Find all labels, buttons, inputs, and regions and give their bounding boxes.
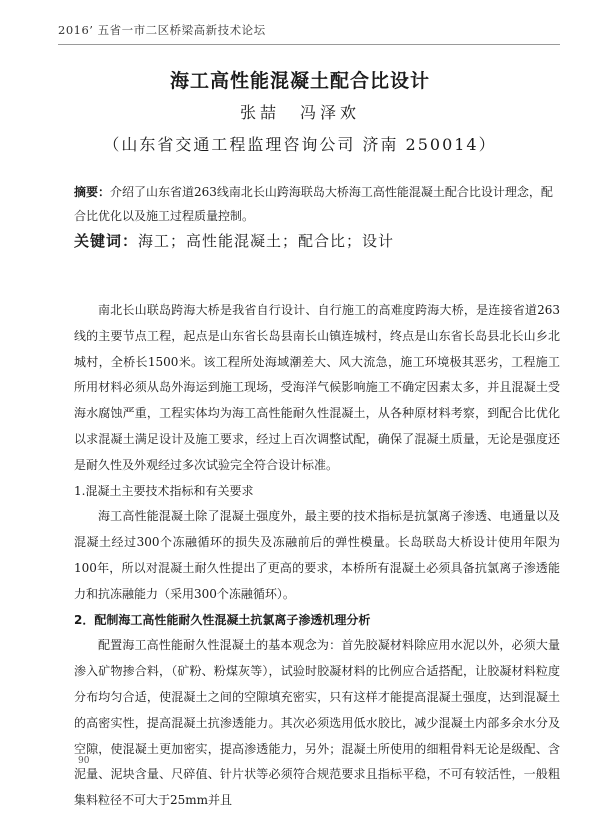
keywords-text: 海工；高性能混凝土；配合比；设计 — [138, 232, 395, 250]
abstract — [74, 180, 560, 228]
body-paragraph: 海工高性能混凝土除了混凝土强度外，最主要的技术指标是抗氯离子渗透、电通量以及混凝土经过300个冻融循环的损失及冻融前后的弹性模量。长岛联岛大桥设计使用年限为100年，所以对混凝土耐久性提出了更高的要求，本桥所有混凝土必须具备抗氯离子渗透能力和抗冻融能力（采用300个冻融循环）。 — [74, 509, 560, 601]
keywords — [74, 230, 560, 251]
article-authors: 张喆 冯泽欢 — [239, 103, 360, 122]
section-heading: 1.混凝土主要技术指标和有关要求 — [74, 483, 254, 498]
article-body — [74, 298, 560, 814]
body-paragraph: 配置海工高性能耐久性混凝土的基本观念为：首先胶凝材料除应用水泥以外，必须大量渗入矿物掺合料，（矿粉、粉煤灰等），试验时胶凝材料的比例应合适搭配，让胶凝材料粒度分布均匀合适，使混凝土之间的空隙填充密实，只有这样才能提高混凝土强度，达到混凝土的高密实性，提高混凝土抗渗透能力。其次必须选用低水胶比，减少混凝土内部多余水分及空隙，使混凝土更加密实，提高渗透能力，另外；混凝土所使用的细粗骨料无论是级配、含泥量、泥块含量、尺碎值、针片状等必须符合规范要求且指标平稳，不可有较活性，一般粗集料粒径不可大于25mm并且 — [74, 638, 560, 808]
section-heading: 2．配制海工高性能耐久性混凝土抗氯离子渗透机理分析 — [74, 612, 371, 627]
abstract-label: 摘要： — [74, 185, 111, 199]
header-divider — [58, 44, 560, 45]
article-title: 海工高性能混凝土配合比设计 — [169, 70, 430, 92]
page-number: 90 — [78, 756, 90, 766]
running-header: 2016’ 五省一市二区桥梁高新技术论坛 — [58, 23, 266, 37]
keywords-label: 关键词： — [74, 232, 139, 250]
body-paragraph: 南北长山联岛跨海大桥是我省自行设计、自行施工的高难度跨海大桥，是连接省道263线的主要节点工程，起点是山东省长岛县南长山镇连城村，终点是山东省长岛县北长山乡北城村，全桥长1500米。该工程所处海域潮差大、风大流急，施工环境极其恶劣，工程施工所用材料必须从岛外海运到施工现场，受海洋气候影响施工不确定因素太多，并且混凝土受海水腐蚀严重，工程实体均为海工高性能耐久性混凝土，从各种原材料考察，到配合比优化以求混凝土满足设计及施工要求，经过上百次调整试配，确保了混凝土质量，无论是强度还是耐久性及外观经过多次试验完全符合设计标准。 — [74, 303, 560, 472]
abstract-text: 介绍了山东省道263线南北长山跨海联岛大桥海工高性能混凝土配合比设计理念，配合比优化以及施工过程质量控制。 — [74, 185, 553, 223]
article-affiliation: （山东省交通工程监理咨询公司 济南 250014） — [103, 135, 497, 154]
